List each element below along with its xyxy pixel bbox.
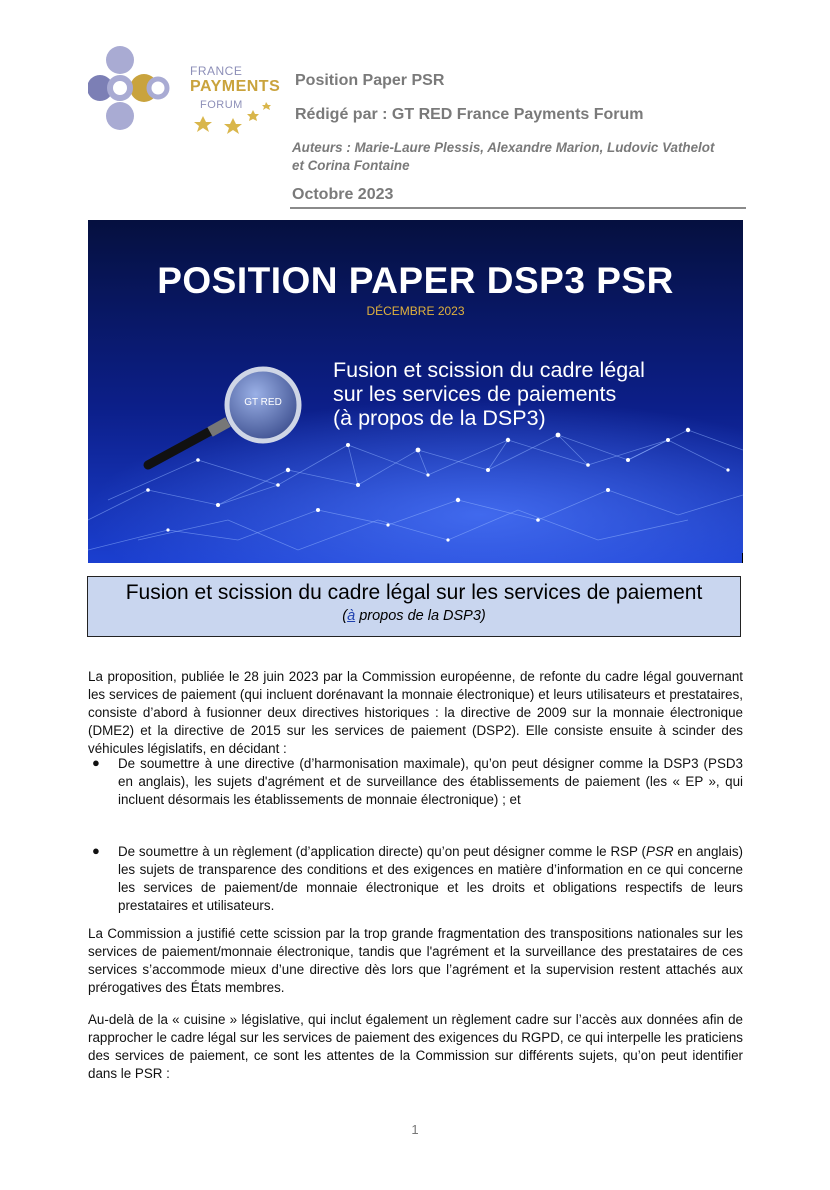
banner-subtitle-line: Fusion et scission du cadre légal — [333, 358, 645, 382]
document-date: Octobre 2023 — [292, 186, 394, 203]
banner-subtitle-line: sur les services de paiements — [333, 382, 617, 406]
page-number: 1 — [411, 1122, 419, 1137]
paragraph-intro: La proposition, publiée le 28 juin 2023 par la Commission européenne, de refonte du cadre légal gouvernant les services de paiement (qui incluent dorénavant la monnaie électronique) et leurs utilisateurs et prestataires, consiste d’abord à fusionner deux directives historiques : la directive de 2009 sur la monnaie électronique (DME2) et la directive de 2015 sur les services de paiement (DSP2). Elle consiste ensuite à scinder des véhicules législatifs, en décidant : — [88, 669, 743, 756]
subtitle-open-paren: ( — [342, 608, 348, 624]
subtitle-link[interactable]: à — [347, 608, 356, 624]
paragraph-cuisine: Au-delà de la « cuisine » législative, qui inclut également un règlement cadre sur l’accès aux données afin de rapprocher le cadre légal sur les services de paiement des exigences du RGPD, ce qui interpelle les praticiens des services de paiement, ce sont les attentes de la Commission sur différents sujets, qu’on peut identifier dans le PSR : — [88, 1012, 743, 1081]
subtitle-rest: propos de la DSP3) — [355, 608, 486, 624]
lens-label: GT RED — [244, 397, 282, 408]
document-title: Position Paper PSR — [295, 72, 445, 89]
paragraph-justification: La Commission a justifié cette scission par la trop grande fragmentation des transpositions nationales sur les services de paiement/monnaie électronique, tandis que l'agrément et la surveillance des prestataires de ces services s’accommode mieux d’une directive dès lors que l’agrément et la supervision restent attachés aux prérogatives des États membres. — [88, 926, 743, 995]
bullet-item-rsp — [118, 843, 743, 915]
written-by: Rédigé par : GT RED France Payments Forum — [295, 106, 644, 123]
banner-title: POSITION PAPER DSP3 PSR — [157, 260, 674, 301]
bullet2-emphasis: PSR — [646, 844, 674, 859]
section-title: Fusion et scission du cadre légal sur les services de paiement — [125, 581, 703, 604]
bullet2-part-b: en anglais) les sujets de transparence des conditions et des exigences en matière d’information en ce qui concerne les services de paiement/de monnaie électronique et les droits et obligations respectifs de leurs prestataires et utilisateurs. — [118, 844, 743, 913]
banner-subtitle — [333, 358, 733, 430]
bullet-icon: ● — [92, 755, 100, 770]
bullet-icon: ● — [92, 843, 100, 858]
logo-text-payments: PAYMENTS — [190, 78, 281, 95]
banner-subtitle-line: (à propos de la DSP3) — [333, 406, 546, 430]
bullet-item-dsp3: De soumettre à une directive (d’harmonisation maximale), qu’on peut désigner comme la DSP3 (PSD3 en anglais), les sujets d'agrément et de surveillance des établissements de paiement (les « EP », qui incluent désormais les établissements de monnaie électronique) ; et — [118, 756, 743, 807]
header-divider — [290, 207, 746, 209]
section-title-box — [87, 576, 741, 637]
banner-date: DÉCEMBRE 2023 — [366, 304, 465, 318]
cover-banner — [88, 220, 743, 563]
bullet2-part-a: De soumettre à un règlement (d’application directe) qu’on peut désigner comme le RSP ( — [118, 844, 647, 859]
logo-text-forum: FORUM — [200, 99, 243, 111]
section-subtitle — [88, 608, 740, 624]
banner-edge-mark — [742, 553, 743, 563]
logo-text-france: FRANCE — [190, 64, 243, 78]
authors: Auteurs : Marie-Laure Plessis, Alexandre Marion, Ludovic Vathelot et Corina Fontaine — [292, 140, 715, 173]
